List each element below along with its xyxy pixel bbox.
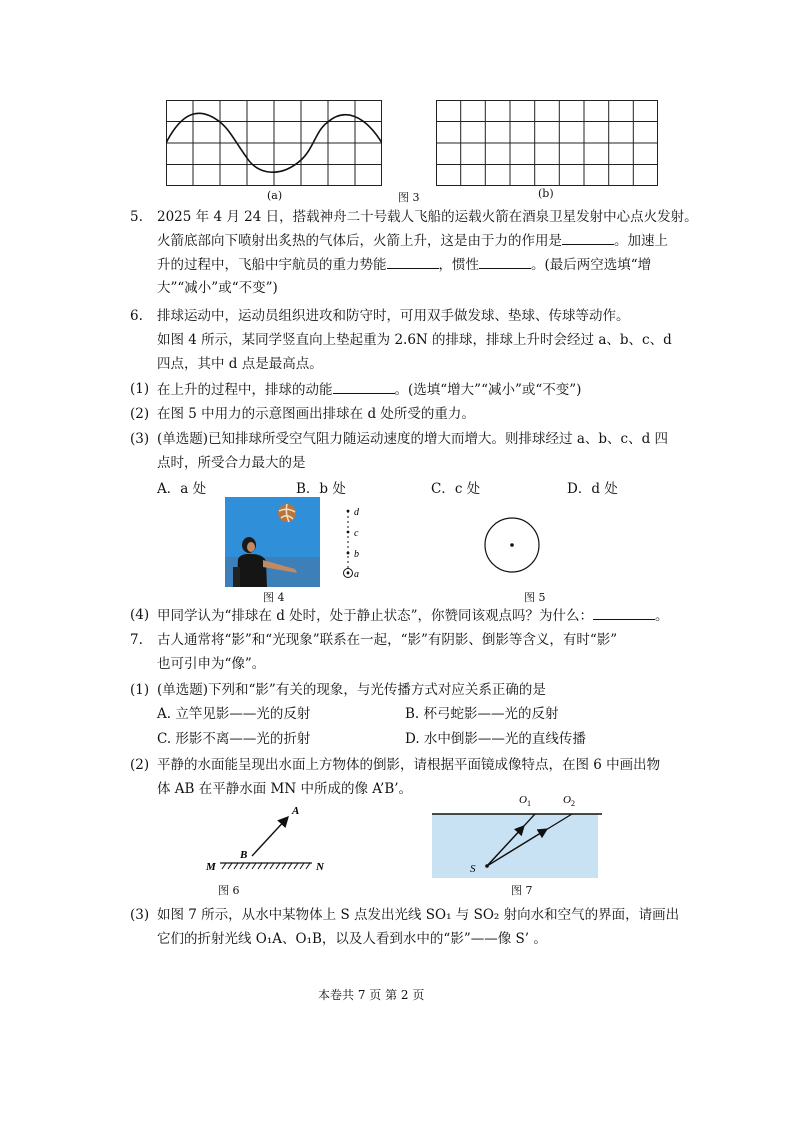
label-s: S — [470, 863, 476, 875]
q5-line-3 — [157, 254, 651, 275]
page-footer: 本卷共 7 页 第 2 页 — [318, 988, 425, 1002]
q5-text-3c: 。(最后两空选填“增 — [531, 257, 652, 273]
q7-sub2-line-1: 平静的水面能呈现出水面上方物体的倒影，请根据平面镜成像特点，在图 6 中画出物 — [157, 757, 661, 773]
q5-text-3a: 升的过程中，飞船中宇航员的重力势能 — [157, 257, 387, 273]
q7-line-2: 也可引申为“像”。 — [157, 656, 266, 672]
figure-5-caption: 图 5 — [524, 591, 546, 604]
point-c-label: c — [354, 528, 359, 539]
object-ab-arrow — [252, 817, 288, 856]
q6-line-1: 排球运动中，运动员组织进攻和防守时，可用双手做发球、垫球、传球等动作。 — [157, 308, 630, 324]
q7-line-1: 古人通常将“影”和“光现象”联系在一起，“影”有阴影、倒影等含义，有时“影” — [157, 632, 618, 648]
q7-option-d[interactable]: D. 水中倒影——光的直线传播 — [405, 731, 586, 747]
figure-3a-label: (a) — [267, 189, 283, 202]
label-o2-sub: 2 — [571, 799, 575, 808]
figure-4-points — [338, 505, 368, 585]
figure-3a-grid — [166, 100, 382, 186]
q7-sub3-line-2: 它们的折射光线 O₁A、O₁B，以及人看到水中的“影”——像 S’ 。 — [157, 931, 547, 947]
q6-sub4-text-a: 甲同学认为“排球在 d 处时，处于静止状态”，你赞同该观点吗？为什么： — [157, 608, 594, 624]
q6-sub2-number: (2) — [130, 406, 150, 422]
label-n: N — [316, 861, 324, 873]
figure-4-caption: 图 4 — [263, 591, 285, 604]
q7-sub2-line-2: 体 AB 在平静水面 MN 中所成的像 A’B’。 — [157, 781, 413, 797]
q7-option-b[interactable]: B. 杯弓蛇影——光的反射 — [405, 706, 559, 722]
source-point-s — [485, 864, 489, 868]
q7-sub1: (单选题)下列和“影”有关的现象，与光传播方式对应关系正确的是 — [157, 682, 546, 698]
label-a: A — [292, 805, 300, 817]
point-b-label: b — [354, 549, 359, 560]
q7-number: 7. — [130, 632, 143, 648]
label-m: M — [206, 861, 216, 873]
point-a-label: a — [354, 569, 359, 580]
q6-sub4-number: (4) — [130, 607, 150, 623]
q7-sub3-number: (3) — [130, 907, 150, 923]
q5-number: 5. — [130, 209, 143, 225]
figure-3b-label: (b) — [538, 187, 554, 200]
q6-option-b[interactable]: B．b 处 — [296, 481, 346, 497]
figure-4-photo — [225, 497, 320, 587]
q6-line-3: 四点，其中 d 点是最高点。 — [157, 356, 323, 372]
figure-7-refraction[interactable] — [432, 790, 604, 882]
q5-blank-3[interactable] — [479, 254, 531, 269]
q6-sub1-blank[interactable] — [333, 379, 395, 394]
figure-5-circle[interactable] — [482, 515, 542, 575]
q6-sub4-text-b: 。 — [655, 608, 669, 624]
figure-6-caption: 图 6 — [218, 884, 240, 897]
figure-7-caption: 图 7 — [511, 884, 533, 897]
q6-option-d[interactable]: D．d 处 — [567, 481, 618, 497]
water-region — [432, 814, 598, 878]
q6-sub1-text-a: 在上升的过程中，排球的动能 — [157, 382, 333, 398]
q5-blank-1[interactable] — [562, 230, 614, 245]
q6-sub1-number: (1) — [130, 381, 150, 397]
q6-option-c[interactable]: C．c 处 — [431, 481, 481, 497]
q6-sub1-text-b: 。(选填“增大”“减小”或“不变”) — [394, 382, 582, 398]
q6-sub4-blank[interactable] — [593, 605, 655, 620]
label-o1-sub: 1 — [527, 799, 531, 808]
q5-text-3b: ，惯性 — [438, 257, 479, 273]
label-o2: O — [563, 794, 571, 806]
figure-3b-grid — [436, 100, 658, 186]
q5-line-4: 大”“减小”或“不变”) — [157, 280, 278, 296]
q7-sub1-number: (1) — [130, 682, 150, 698]
q6-option-a[interactable]: A．a 处 — [157, 481, 207, 497]
q7-option-c[interactable]: C. 形影不离——光的折射 — [157, 731, 311, 747]
point-d-label: d — [354, 507, 359, 518]
figure-3-caption: 图 3 — [398, 191, 420, 204]
q6-sub3-line-1: (单选题)已知排球所受空气阻力随运动速度的增大而增大。则排球经过 a、b、c、d 四 — [157, 431, 669, 447]
label-b: B — [240, 849, 248, 861]
q5-blank-2[interactable] — [387, 254, 439, 269]
q5-line-2 — [157, 230, 668, 251]
q6-number: 6. — [130, 308, 143, 324]
q7-sub3-line-1: 如图 7 所示，从水中某物体上 S 点发出光线 SO₁ 与 SO₂ 射向水和空气的界面，请画出 — [157, 907, 680, 923]
q5-line-1: 2025 年 4 月 24 日，搭载神舟二十号载人飞船的运载火箭在酒泉卫星发射中心点火发射。 — [157, 209, 698, 225]
q6-sub1 — [157, 379, 581, 400]
q5-text-2a: 火箭底部向下喷射出炙热的气体后，火箭上升，这是由于力的作用是 — [157, 233, 562, 249]
q6-sub3-line-2: 点时，所受合力最大的是 — [157, 455, 306, 471]
q6-sub4 — [157, 605, 669, 626]
label-o1: O — [519, 794, 527, 806]
q5-text-2b: 。加速上 — [614, 233, 668, 249]
figure-6-mirror[interactable] — [200, 800, 335, 880]
q7-option-a[interactable]: A. 立竿见影——光的反射 — [157, 706, 311, 722]
q6-sub3-number: (3) — [130, 431, 150, 447]
q6-sub2: 在图 5 中用力的示意图画出排球在 d 处所受的重力。 — [157, 406, 475, 422]
q7-sub2-number: (2) — [130, 757, 150, 773]
q6-line-2: 如图 4 所示，某同学竖直向上垫起重为 2.6N 的排球，排球上升时会经过 a、b、c、d — [157, 332, 672, 348]
